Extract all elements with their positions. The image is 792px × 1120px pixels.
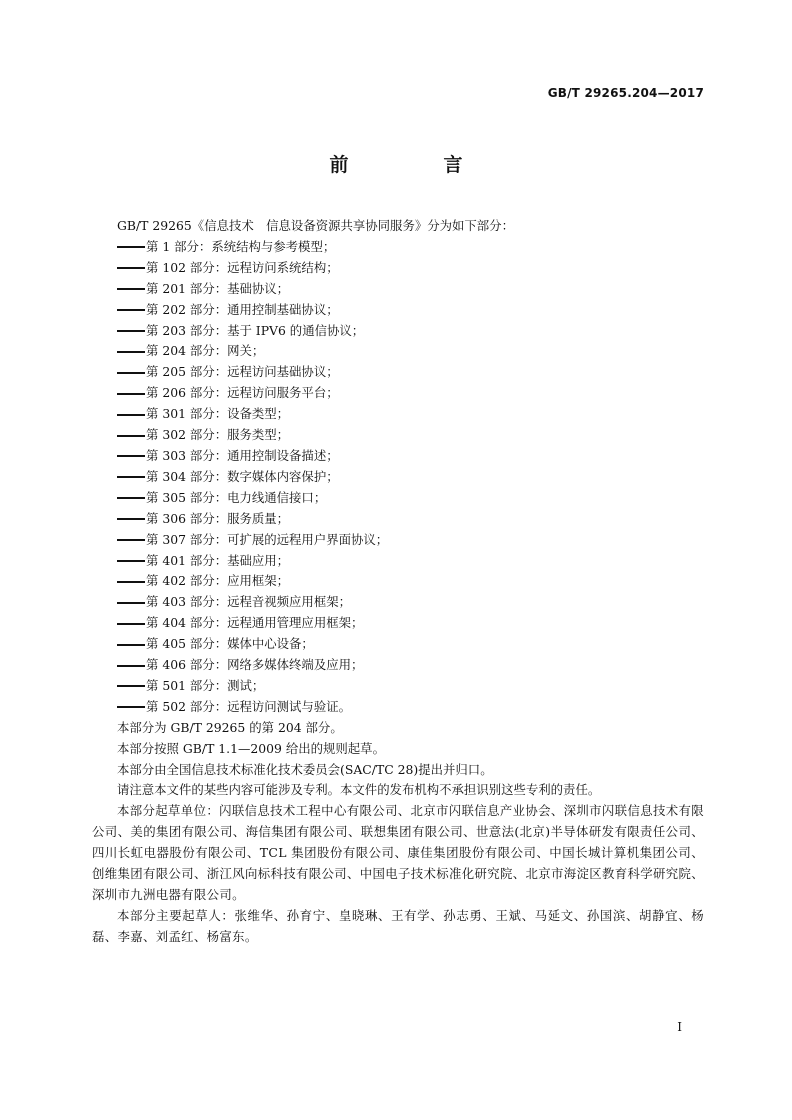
list-item [92, 425, 704, 446]
dash-mark [117, 706, 145, 708]
dash-mark [117, 644, 145, 646]
list-item-text: 第 405 部分：媒体中心设备； [146, 636, 314, 652]
list-item [92, 279, 704, 300]
list-item [92, 237, 704, 258]
dash-mark [117, 351, 145, 353]
dash-mark [117, 685, 145, 687]
dash-mark [117, 309, 145, 311]
committee-paragraph: 本部分由全国信息技术标准化技术委员会(SAC/TC 28)提出并归口。 [117, 761, 493, 777]
dash-mark [117, 539, 145, 541]
list-item [92, 321, 704, 342]
list-item-text: 第 205 部分：远程访问基础协议； [146, 364, 339, 380]
dash-mark [117, 414, 145, 416]
list-item-text: 第 301 部分：设备类型； [146, 406, 290, 422]
list-item-text: 第 203 部分：基于 IPV6 的通信协议； [146, 322, 365, 338]
list-item [92, 592, 704, 613]
list-item-text: 第 501 部分：测试； [146, 677, 265, 693]
list-item [92, 613, 704, 634]
dash-mark [117, 665, 145, 667]
list-item-text: 第 202 部分：通用控制基础协议； [146, 301, 339, 317]
list-item [92, 509, 704, 530]
list-item [92, 655, 704, 676]
list-item [92, 571, 704, 592]
page-title: 前 言 [329, 154, 501, 176]
list-item [92, 467, 704, 488]
drafting-rules-paragraph: 本部分按照 GB/T 1.1—2009 给出的规则起草。 [117, 740, 385, 756]
list-item-text: 第 302 部分：服务类型； [146, 427, 290, 443]
drafters-paragraph: 本部分主要起草人：张维华、孙育宁、皇晓琳、王有学、孙志勇、王斌、马延文、孙国滨、胡静宜、杨磊、李嘉、刘孟红、杨富东。 [92, 907, 704, 944]
list-item-text: 第 307 部分：可扩展的远程用户界面协议； [146, 531, 389, 547]
list-item-text: 第 502 部分：远程访问测试与验证。 [146, 698, 351, 714]
dash-mark [117, 581, 145, 583]
page-number: I [677, 1020, 682, 1034]
intro-paragraph: GB/T 29265《信息技术 信息设备资源共享协同服务》分为如下部分： [117, 218, 514, 233]
dash-mark [117, 518, 145, 520]
standard-code: GB/T 29265.204—2017 [547, 86, 704, 100]
dash-mark [117, 288, 145, 290]
list-item-text: 第 201 部分：基础协议； [146, 280, 290, 296]
list-item-text: 第 303 部分：通用控制设备描述； [146, 447, 339, 463]
patent-notice-paragraph: 请注意本文件的某些内容可能涉及专利。本文件的发布机构不承担识别这些专利的责任。 [117, 782, 601, 798]
list-item-text: 第 401 部分：基础应用； [146, 552, 290, 568]
dash-mark [117, 330, 145, 332]
dash-mark [117, 246, 145, 248]
list-item-text: 第 1 部分：系统结构与参考模型； [146, 238, 336, 254]
list-item-text: 第 402 部分：应用框架； [146, 573, 290, 589]
list-item-text: 第 404 部分：远程通用管理应用框架； [146, 615, 364, 631]
dash-mark [117, 372, 145, 374]
dash-mark [117, 623, 145, 625]
part-statement-paragraph: 本部分为 GB/T 29265 的第 204 部分。 [117, 719, 343, 735]
parts-list [92, 237, 704, 718]
list-item-text: 第 305 部分：电力线通信接口； [146, 489, 327, 505]
list-item-text: 第 306 部分：服务质量； [146, 510, 290, 526]
dash-mark [117, 455, 145, 457]
list-item [92, 446, 704, 467]
list-item [92, 697, 704, 718]
list-item-text: 第 403 部分：远程音视频应用框架； [146, 594, 351, 610]
list-item-text: 第 304 部分：数字媒体内容保护； [146, 468, 339, 484]
list-item [92, 383, 704, 404]
list-item [92, 404, 704, 425]
list-item [92, 488, 704, 509]
list-item [92, 551, 704, 572]
list-item [92, 676, 704, 697]
dash-mark [117, 476, 145, 478]
list-item [92, 634, 704, 655]
drafting-units-paragraph: 本部分起草单位：闪联信息技术工程中心有限公司、北京市闪联信息产业协会、深圳市闪联信息技术有限公司、美的集团有限公司、海信集团有限公司、联想集团有限公司、世意法(北京)半导体研发有限责任公司、四川长虹电器股份有限公司、TCL 集团股份有限公司、康佳集团股份有限公司、中国长城计算机集团公司、创维集团有限公司、浙江风向标科技有限公司、中国电子技术标准化研究院、北京市海淀区教育科学研究院、深圳市九洲电器有限公司。 [92, 803, 704, 902]
list-item [92, 341, 704, 362]
dash-mark [117, 393, 145, 395]
list-item [92, 362, 704, 383]
dash-mark [117, 602, 145, 604]
document-body [92, 216, 704, 948]
dash-mark [117, 267, 145, 269]
list-item [92, 300, 704, 321]
dash-mark [117, 560, 145, 562]
dash-mark [117, 435, 145, 437]
list-item [92, 530, 704, 551]
list-item-text: 第 406 部分：网络多媒体终端及应用； [146, 657, 364, 673]
dash-mark [117, 497, 145, 499]
list-item-text: 第 102 部分：远程访问系统结构； [146, 259, 339, 275]
list-item-text: 第 206 部分：远程访问服务平台； [146, 385, 339, 401]
list-item-text: 第 204 部分：网关； [146, 343, 265, 359]
list-item [92, 258, 704, 279]
